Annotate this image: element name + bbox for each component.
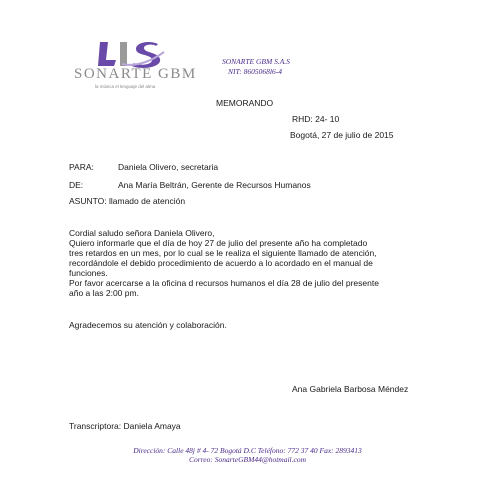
footer: [0, 446, 495, 464]
para-label: PARA:: [69, 162, 94, 172]
body-line: año a las 2:00 pm.: [69, 288, 139, 298]
de-label: DE:: [69, 180, 84, 190]
company-nit: NIT: 8605068l6-4: [228, 67, 282, 76]
closing-line: Agradecemos su atención y colaboración.: [69, 320, 227, 330]
para-value: Daniela Olivero, secretaria: [118, 162, 219, 172]
brand-name: SONARTE GBM: [74, 66, 197, 82]
body-line: Cordial saludo señora Daniela Olivero,: [69, 228, 215, 238]
footer-address: Dirección: Calle 48j # 4- 72 Bogotá D.C Teléfono: 772 37 40 Fax: 2893413: [133, 446, 362, 455]
body-line: recordándole el debido procedimiento de acuerdo a lo acordado en el manual de: [69, 258, 373, 268]
body-line: Por favor acercarse a la oficina d recursos humanos el día 28 de julio del presente: [69, 278, 379, 288]
memo-title: MEMORANDO: [216, 98, 274, 108]
transcriber-line: Transcriptora: Daniela Amaya: [69, 421, 181, 431]
memo-reference: RHD: 24- 10: [292, 114, 340, 124]
body-line: tres retardos en un mes, por lo cual se le realiza el siguiente llamado de atención,: [69, 248, 377, 258]
company-info: [222, 57, 290, 77]
footer-email: Correo: SonarteGBM44@hotmail.com: [188, 455, 307, 464]
company-name: SONARTE GBM S.A.S: [222, 57, 290, 66]
logo-icon: [96, 40, 168, 68]
signer-name: Ana Gabriela Barbosa Méndez: [292, 384, 409, 394]
brand-tagline: la música el lenguaje del alma: [95, 84, 156, 89]
body-line: funciones.: [69, 268, 108, 278]
memo-date: Bogotá, 27 de julio de 2015: [290, 130, 394, 140]
de-value: Ana María Beltrán, Gerente de Recursos Humanos: [118, 180, 311, 190]
asunto-line: ASUNTO: llamado de atención: [69, 196, 186, 206]
body-line: Quiero informarle que el día de hoy 27 de julio del presente año ha completado: [69, 238, 368, 248]
memo-body: [69, 228, 379, 298]
